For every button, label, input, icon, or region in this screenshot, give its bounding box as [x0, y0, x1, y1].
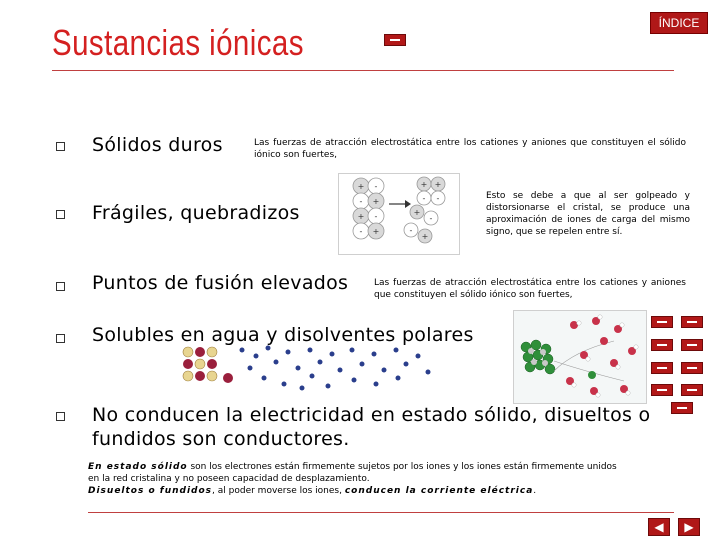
svg-text:+: +: [421, 232, 429, 241]
svg-text:+: +: [357, 182, 365, 191]
note-melting: Las fuerzas de atracción electrostática entre los cationes y aniones que constituyen el sólido iónico son fuertes,: [374, 278, 686, 300]
prev-arrow-icon[interactable]: ◀: [648, 518, 670, 536]
square-bullet-icon: [56, 412, 65, 421]
svg-text:+: +: [413, 208, 421, 217]
zoom-button-3[interactable]: [651, 339, 673, 351]
footer-dissolved-molten: Disueltos o fundidos: [88, 486, 213, 496]
square-bullet-icon: [56, 142, 65, 151]
zoom-button-1[interactable]: [651, 316, 673, 328]
footer-line-2: en la red cristalina y no poseen capacidad de desplazamiento.: [88, 474, 370, 484]
dissolution-diagram: [180, 344, 440, 392]
footer-conduct-current: conducen la corriente eléctrica: [344, 486, 534, 496]
footer-solid-state: En estado sólido: [88, 462, 188, 472]
footer-divider: [88, 512, 674, 513]
footer-line-1-text: son los electrones están firmemente sujetos por los iones y los iones están firmemente unidos: [187, 462, 617, 472]
svg-text:-: -: [374, 182, 378, 191]
item-brittle: Frágiles, quebradizos: [92, 202, 300, 224]
zoom-button-5[interactable]: [651, 362, 673, 374]
zoom-button-2[interactable]: [681, 316, 703, 328]
footer-line-3: [88, 485, 678, 497]
item-high-melting-point: Puntos de fusión elevados: [92, 272, 349, 294]
zoom-button-8[interactable]: [681, 384, 703, 396]
zoom-button-9[interactable]: [671, 402, 693, 414]
svg-text:-: -: [436, 194, 440, 203]
svg-text:-: -: [359, 197, 363, 206]
svg-text:-: -: [429, 214, 433, 223]
item-conductivity-line-2: fundidos son conductores.: [92, 428, 350, 450]
svg-text:+: +: [372, 197, 380, 206]
square-bullet-icon: [56, 210, 65, 219]
next-arrow-icon[interactable]: ▶: [678, 518, 700, 536]
page-title: Sustancias iónicas: [52, 22, 304, 63]
svg-text:-: -: [359, 227, 363, 236]
title-divider: [52, 70, 674, 71]
item-soluble: Solubles en agua y disolventes polares: [92, 324, 474, 346]
zoom-button-7[interactable]: [651, 384, 673, 396]
svg-text:+: +: [357, 212, 365, 221]
zoom-button-6[interactable]: [681, 362, 703, 374]
note-brittle: Esto se debe a que al ser golpeado y distorsionarse el cristal, se produce una aproximación de iones de carga del mismo signo, que se repelen entre sí.: [486, 191, 690, 237]
footer-line-3-end: .: [533, 486, 537, 496]
footer-line-1: [88, 461, 678, 473]
item-conductivity-line-1: No conducen la electricidad en estado sólido, disueltos o: [92, 404, 651, 426]
svg-text:+: +: [434, 180, 442, 189]
square-bullet-icon: [56, 334, 65, 343]
square-bullet-icon: [56, 282, 65, 291]
footer-line-3-text: , al poder moverse los iones,: [212, 486, 345, 496]
zoom-button-4[interactable]: [681, 339, 703, 351]
svg-text:+: +: [372, 227, 380, 236]
item-hard-solids: Sólidos duros: [92, 134, 223, 156]
svg-text:-: -: [422, 194, 426, 203]
minimize-button[interactable]: [384, 34, 406, 46]
svg-text:+: +: [420, 180, 428, 189]
svg-text:-: -: [374, 212, 378, 221]
svg-text:-: -: [409, 226, 413, 235]
solvation-model-image: [513, 310, 647, 404]
crystal-distortion-diagram: [338, 173, 460, 255]
index-button[interactable]: ÍNDICE: [650, 12, 708, 34]
note-hard-solids: Las fuerzas de atracción electrostática entre los cationes y aniones que constituyen el sólido iónico son fuertes,: [254, 138, 686, 160]
